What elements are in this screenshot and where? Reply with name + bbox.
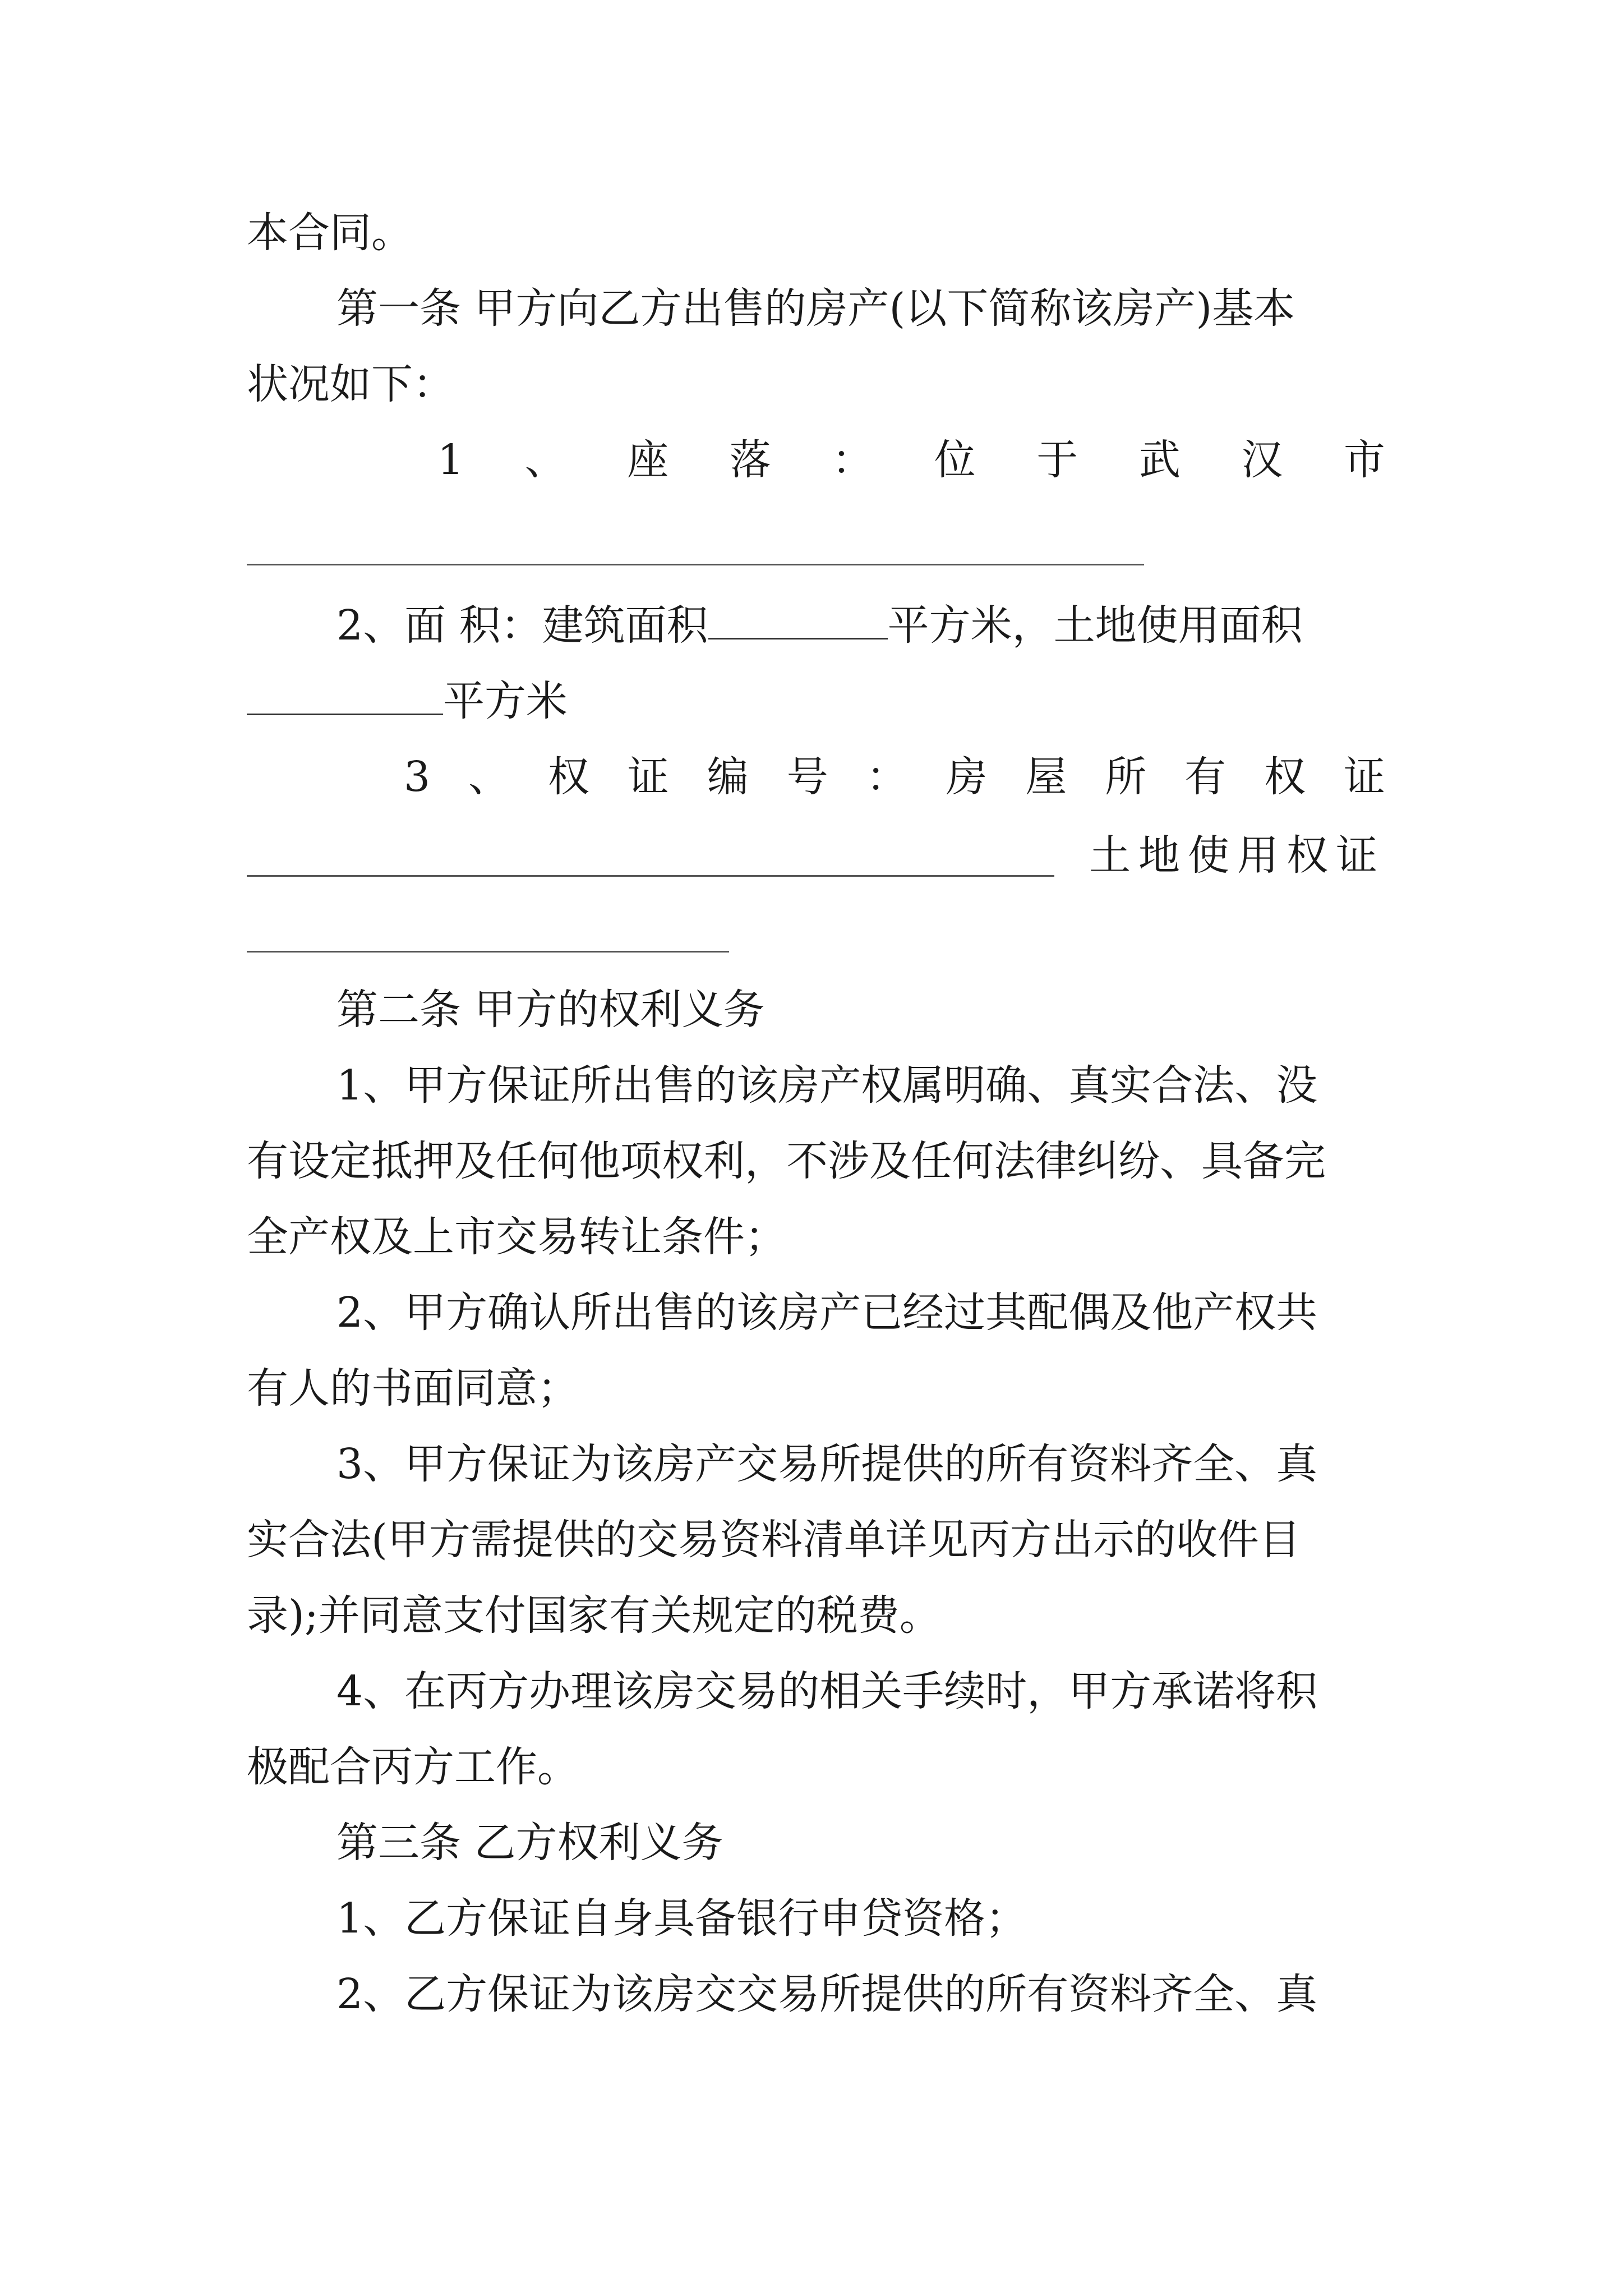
location-line — [437, 432, 1385, 488]
article-1-heading: 第一条 甲方向乙方出售的房产(以下简称该房产)基本 — [336, 284, 1295, 333]
char: 证 — [1343, 753, 1385, 801]
land-cert-blank — [247, 951, 729, 953]
unit-label: 平方米 — [443, 677, 568, 725]
text-line: 2、乙方保证为该房交交易所提供的所有资料齐全、真 — [336, 1970, 1318, 2018]
char: 、 — [468, 753, 510, 801]
text-line: 全产权及上市交易转让条件； — [247, 1213, 786, 1261]
land-area-blank — [247, 674, 443, 715]
char: ： — [866, 753, 908, 801]
char: 于 — [1036, 436, 1078, 484]
text-line: 实合法(甲方需提供的交易资料清单详见丙方出示的收件目 — [247, 1516, 1301, 1564]
text-line: 状况如下： — [247, 360, 454, 408]
char: 武 — [1138, 436, 1181, 484]
land-cert-label: 土地使用权证 — [1089, 831, 1385, 880]
house-cert-blank — [247, 875, 1054, 877]
article-2-heading: 第二条 甲方的权利义务 — [336, 986, 765, 1034]
char: 1 — [437, 436, 464, 484]
text-line: 4、在丙方办理该房交易的相关手续时，甲方承诺将积 — [336, 1667, 1318, 1715]
text-line: 3、甲方保证为该房产交易所提供的所有资料齐全、真 — [336, 1440, 1318, 1488]
char: 房 — [946, 753, 988, 801]
char: 有 — [1184, 753, 1227, 801]
area-line — [336, 597, 1385, 654]
certificate-line — [404, 749, 1385, 805]
text-line: 2、甲方确认所出售的该房产已经过其配偶及他产权共 — [336, 1289, 1318, 1337]
char: ： — [832, 436, 874, 484]
char: 证 — [627, 753, 669, 801]
building-area-blank — [708, 599, 888, 639]
char: 落 — [729, 436, 771, 484]
area-label: 2、面 积：建筑面积 — [336, 601, 708, 650]
char: 座 — [627, 436, 669, 484]
location-blank — [247, 564, 1144, 565]
text-line: 极配合丙方工作。 — [247, 1743, 579, 1791]
text-line: 录);并同意支付国家有关规定的税费。 — [247, 1591, 941, 1640]
text-line: 有设定抵押及任何他项权利，不涉及任何法律纠纷、具备完 — [247, 1137, 1326, 1185]
char: 屋 — [1025, 753, 1067, 801]
text-line: 1、甲方保证所出售的该房产权属明确、真实合法、没 — [336, 1061, 1318, 1110]
area-line-2 — [247, 673, 1385, 729]
char: 编 — [707, 753, 749, 801]
text-line: 1、乙方保证自身具备银行申贷资格； — [336, 1894, 1027, 1943]
land-area-label: 平方米，土地使用面积 — [887, 601, 1303, 650]
char: 市 — [1343, 436, 1385, 484]
char: 位 — [934, 436, 976, 484]
char: 3 — [404, 753, 431, 801]
char: 所 — [1105, 753, 1147, 801]
text-line: 本合同。 — [247, 209, 413, 257]
char: 权 — [1264, 753, 1306, 801]
char: 权 — [547, 753, 589, 801]
char: 汉 — [1241, 436, 1283, 484]
text-line: 有人的书面同意； — [247, 1364, 579, 1412]
char: 号 — [786, 753, 828, 801]
char: 、 — [524, 436, 566, 484]
article-3-heading: 第三条 乙方权利义务 — [336, 1819, 723, 1867]
